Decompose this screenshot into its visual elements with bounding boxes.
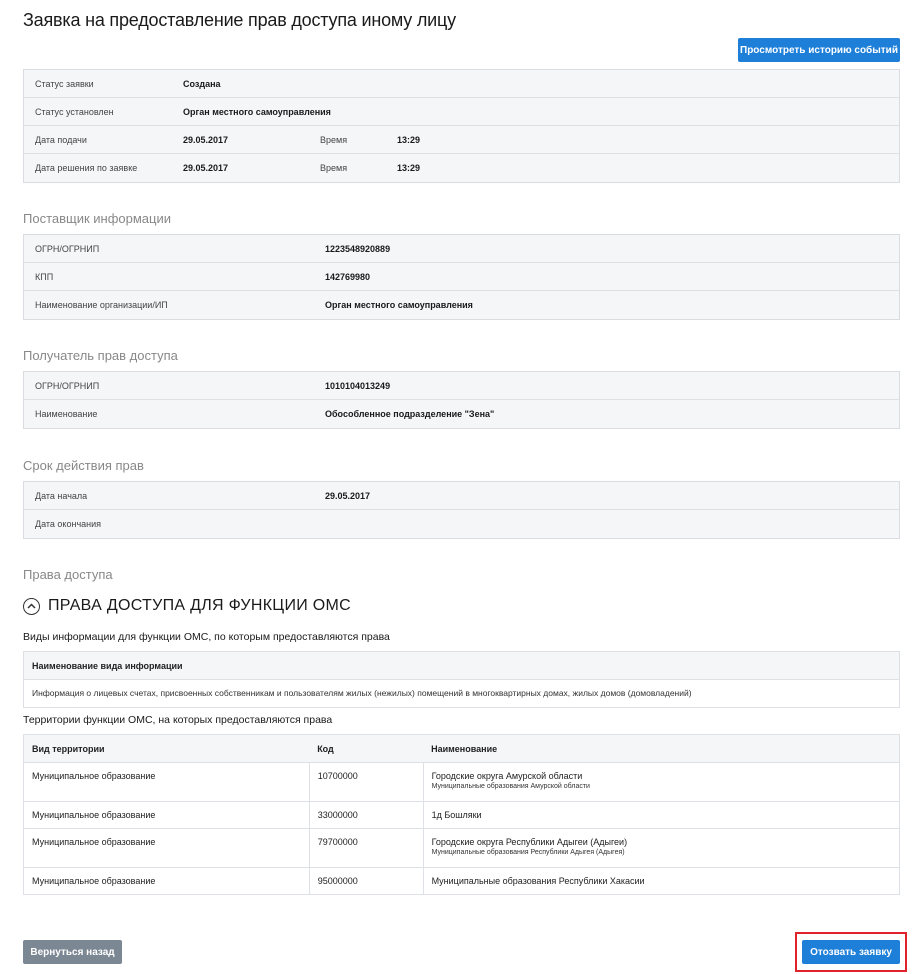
info-types-caption: Виды информации для функции ОМС, по которым предоставляются права	[23, 631, 390, 643]
decision-date-row	[24, 154, 899, 182]
recipient-ogrn-value: 1010104013249	[325, 381, 391, 391]
decision-date-value: 29.05.2017	[183, 163, 229, 173]
provider-section-title: Поставщик информации	[23, 211, 172, 226]
territory-name: Городские округа Амурской области	[431, 771, 583, 781]
recipient-ogrn-label: ОГРН/ОГРНИП	[35, 381, 100, 391]
territory-name: Городские округа Республики Адыгеи (Адыгеи)	[431, 837, 628, 847]
page-title: Заявка на предоставление прав доступа иному лицу	[23, 10, 456, 30]
provider-kpp-label: КПП	[35, 272, 54, 282]
territory-name-cell	[423, 829, 899, 868]
territory-table	[23, 734, 900, 895]
territory-type-cell: Муниципальное образование	[24, 868, 310, 895]
rights-section-title: Права доступа	[23, 567, 113, 582]
oms-rights-heading[interactable]	[23, 597, 351, 615]
submit-date-label: Дата подачи	[35, 135, 87, 145]
decision-date-label: Дата решения по заявке	[35, 163, 138, 173]
recipient-panel	[23, 371, 900, 429]
territory-name-cell	[423, 802, 899, 829]
territory-code-cell: 95000000	[309, 868, 423, 895]
status-set-by-row	[24, 98, 899, 126]
status-panel	[23, 69, 900, 183]
provider-ogrn-row	[24, 235, 899, 263]
status-row	[24, 70, 899, 98]
territory-subname: Муниципальные образования Амурской области	[431, 783, 590, 790]
territory-code-cell: 79700000	[309, 829, 423, 868]
provider-name-row	[24, 291, 899, 319]
status-value: Создана	[183, 79, 221, 89]
recipient-name-row	[24, 400, 899, 428]
submit-date-value: 29.05.2017	[183, 135, 229, 145]
territory-header-row	[24, 735, 900, 763]
territory-type-cell: Муниципальное образование	[24, 802, 310, 829]
validity-section-title: Срок действия прав	[23, 458, 144, 473]
territory-name: 1д Бошляки	[431, 810, 482, 820]
recipient-name-value: Обособленное подразделение "Зена"	[325, 409, 495, 419]
back-button[interactable]: Вернуться назад	[23, 940, 122, 964]
table-row	[24, 868, 900, 895]
info-types-header: Наименование вида информации	[24, 652, 899, 680]
provider-kpp-row	[24, 263, 899, 291]
table-row	[24, 802, 900, 829]
oms-rights-title: ПРАВА ДОСТУПА ДЛЯ ФУНКЦИИ ОМС	[48, 597, 352, 614]
info-types-row: Информация о лицевых счетах, присвоенных собственникам и пользователям жилых (нежилых) помещений в многоквартирных домах, жилых домов (домовладений)	[32, 688, 692, 698]
provider-ogrn-label: ОГРН/ОГРНИП	[35, 244, 100, 254]
territory-type-cell: Муниципальное образование	[24, 829, 310, 868]
revoke-request-button[interactable]: Отозвать заявку	[802, 940, 900, 964]
submit-date-row	[24, 126, 899, 154]
territory-col-code: Код	[309, 735, 423, 763]
territory-type-cell: Муниципальное образование	[24, 763, 310, 802]
chevron-up-icon[interactable]	[23, 598, 40, 615]
territory-name-cell	[423, 763, 899, 802]
recipient-ogrn-row	[24, 372, 899, 400]
territory-code-cell: 33000000	[309, 802, 423, 829]
validity-end-label: Дата окончания	[35, 519, 102, 529]
territory-code-cell: 10700000	[309, 763, 423, 802]
status-set-by-value: Орган местного самоуправления	[183, 107, 331, 117]
recipient-section-title: Получатель прав доступа	[23, 348, 178, 363]
validity-panel	[23, 481, 900, 539]
status-set-by-label: Статус установлен	[35, 107, 114, 117]
provider-name-value: Орган местного самоуправления	[325, 300, 473, 310]
provider-panel	[23, 234, 900, 320]
validity-start-value: 29.05.2017	[325, 491, 371, 501]
territory-col-name: Наименование	[423, 735, 899, 763]
territory-subname: Муниципальные образования Республики Адыгея (Адыгея)	[431, 849, 625, 856]
submit-time-value: 13:29	[397, 135, 421, 145]
info-types-table	[23, 651, 900, 708]
table-row	[24, 763, 900, 802]
provider-kpp-value: 142769980	[325, 272, 371, 282]
submit-time-label: Время	[320, 135, 348, 145]
territory-name: Муниципальные образования Республики Хакасии	[431, 876, 645, 886]
territory-name-cell	[423, 868, 899, 895]
decision-time-label: Время	[320, 163, 348, 173]
provider-ogrn-value: 1223548920889	[325, 244, 391, 254]
decision-time-value: 13:29	[397, 163, 421, 173]
table-row	[24, 829, 900, 868]
territory-caption: Территории функции ОМС, на которых предоставляются права	[23, 714, 333, 726]
view-history-button[interactable]: Просмотреть историю событий	[738, 38, 900, 62]
provider-name-label: Наименование организации/ИП	[35, 300, 168, 310]
validity-start-label: Дата начала	[35, 491, 88, 501]
recipient-name-label: Наименование	[35, 409, 98, 419]
territory-col-type: Вид территории	[24, 735, 310, 763]
status-label: Статус заявки	[35, 79, 94, 89]
validity-start-row	[24, 482, 899, 510]
validity-end-row	[24, 510, 899, 538]
